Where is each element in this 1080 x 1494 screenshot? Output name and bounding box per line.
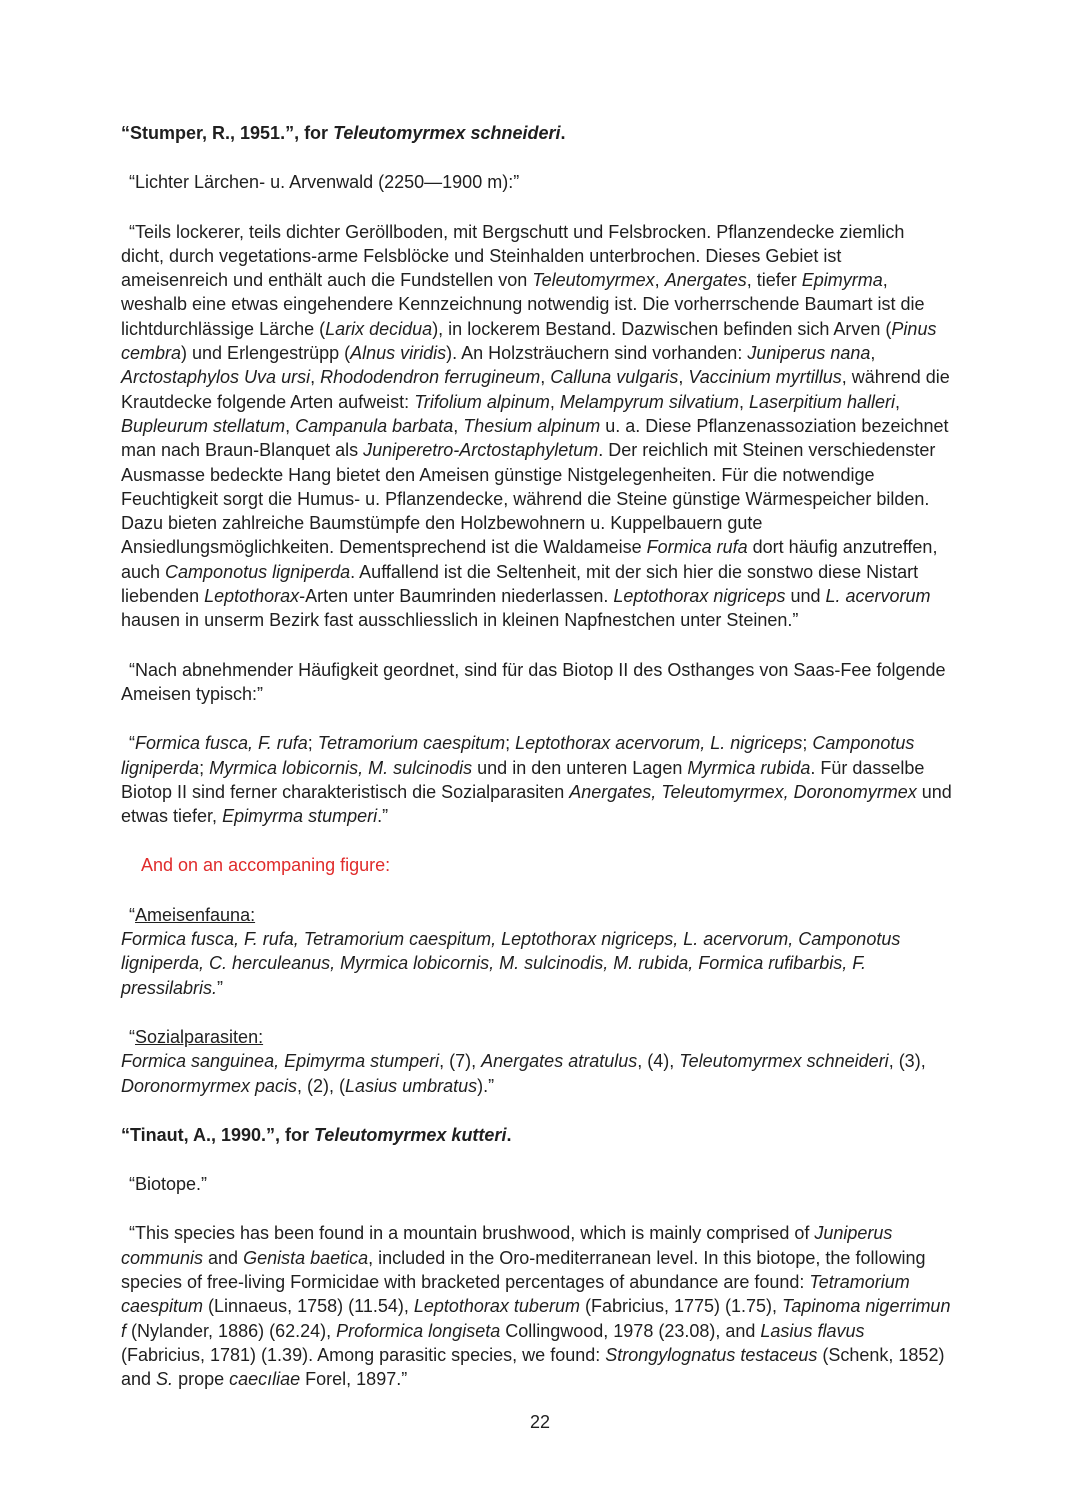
- text-segment: . Der reichlich mit Steinen verschiedenster Ausmasse bedeckte Hang bietet den Ameisen günstige Nistgelegenheiten. Für die notwendige Feuchtigkeit sorgt die Humus- u. Pflanzendecke, während die Steine günstige Wärmespeicher bilden. Dazu bieten zahlreiche Baumstümpfe den Holzbewohnern u. Kuppelbauern gute Ansiedlungsmöglichkeiten. Dementsprechend ist die Waldameise: [121, 440, 936, 558]
- text-segment: Calluna vulgaris: [550, 367, 679, 388]
- heading-stumper-1951: [121, 121, 952, 145]
- text-segment: Formica rufa: [646, 537, 748, 558]
- text-segment: .: [560, 123, 566, 143]
- text-segment: Sozialparasiten:: [135, 1026, 264, 1047]
- text-segment: ,: [285, 415, 296, 436]
- text-segment: Alnus viridis: [350, 343, 447, 364]
- text-segment: ;: [505, 733, 516, 754]
- text-segment: ;: [802, 733, 813, 754]
- text-segment: , weshalb eine etwas eingehendere Kennzeichnung notwendig ist. Die vorherrschende Baumart ist die lichtdurchlässige Lärche (: [121, 270, 925, 339]
- text-segment: “This species has been found in a mountain brushwood, which is mainly comprised of: [129, 1223, 815, 1244]
- text-segment: Pinus cembra: [121, 318, 937, 364]
- text-segment: Melampyrum silvatium: [559, 391, 739, 412]
- text-segment: (Fabricius, 1775) (1.75),: [579, 1296, 783, 1317]
- list-sozialparasiten: [121, 1025, 952, 1098]
- text-segment: Arctostaphylos Uva ursi: [121, 367, 311, 388]
- text-segment: Forel, 1897.”: [300, 1369, 408, 1390]
- paragraph-biotope-label: [121, 1172, 952, 1196]
- text-segment: . Auffallend ist die Seltenheit, mit der sich hier die sonstwo diese Nistart liebenden: [121, 561, 919, 607]
- text-segment: Epimyrma stumperi: [222, 806, 378, 827]
- text-segment: Laserpitium halleri: [748, 391, 896, 412]
- text-segment: Lasius flavus: [760, 1320, 865, 1341]
- text-segment: “Teils lockerer, teils dichter Geröllboden, mit Bergschutt und Felsbrocken. Pflanzendecke ziemlich dicht, durch vegetations-arme Felsblöcke und Steinhalden unterbrochen. Dieses Gebiet ist ameisenreich und enthält auch die Fundstellen von: [121, 221, 905, 291]
- text-segment: Leptothorax nigriceps: [613, 586, 786, 607]
- text-segment: , (3),: [888, 1051, 926, 1072]
- text-segment: Anergates, Teleutomyrmex, Doronomyrmex: [569, 781, 917, 802]
- text-segment: caecıliae: [229, 1369, 301, 1390]
- text-segment: Thesium alpinum: [463, 415, 601, 436]
- text-segment: , (4),: [637, 1051, 680, 1072]
- text-segment: prope: [173, 1369, 230, 1390]
- text-segment: ,: [654, 270, 665, 291]
- page-number: 22: [529, 1412, 551, 1432]
- text-segment: Trifolium alpinum: [414, 391, 550, 412]
- text-segment: .”: [377, 806, 389, 827]
- text-segment: , während die Krautdecke folgende Arten aufweist:: [121, 367, 950, 412]
- text-segment: Myrmica rubida: [687, 757, 811, 778]
- text-segment: Formica sanguinea, Epimyrma stumperi: [121, 1051, 440, 1072]
- text-segment: Juniperus communis: [121, 1223, 893, 1268]
- text-segment: “Stumper, R., 1951.”, for: [121, 123, 334, 143]
- text-segment: -Arten unter Baumrinden niederlassen.: [299, 586, 614, 607]
- text-segment: ,: [738, 391, 749, 412]
- text-segment: Rhododendron ferrugineum: [320, 367, 541, 388]
- paragraph-biotope-description-english: [121, 1221, 952, 1391]
- text-segment: .: [506, 1124, 512, 1145]
- paragraph-biotope-description-german: [121, 220, 952, 633]
- text-segment: ,: [678, 367, 689, 388]
- text-segment: , (2), (: [297, 1075, 346, 1096]
- text-segment: S.: [156, 1369, 174, 1390]
- text-segment: Lasius umbratus: [345, 1075, 478, 1096]
- text-segment: Vaccinium myrtillus: [688, 367, 842, 388]
- heading-tinaut-1990: [121, 1123, 952, 1147]
- text-segment: ,: [310, 367, 321, 388]
- text-segment: Tetramorium caespitum: [317, 733, 506, 754]
- text-segment: Teleutomyrmex kutteri: [314, 1124, 507, 1145]
- text-segment: Leptothorax tuberum: [413, 1296, 580, 1317]
- text-segment: ,: [540, 367, 551, 388]
- text-segment: u. a. Diese Pflanzenassoziation bezeichnet man nach Braun-Blanquet als: [121, 415, 949, 461]
- text-segment: Camponotus ligniperda: [165, 561, 351, 582]
- text-segment: . Für dasselbe Biotop II sind ferner charakteristisch die Sozialparasiten: [121, 757, 925, 802]
- text-segment: Bupleurum stellatum: [121, 415, 286, 436]
- text-segment: (Linnaeus, 1758) (11.54),: [203, 1296, 414, 1317]
- text-segment: (Nylander, 1886) (62.24),: [126, 1320, 337, 1341]
- text-segment: Formica fusca, F. rufa: [135, 733, 308, 754]
- text-segment: Teleutomyrmex: [532, 270, 655, 291]
- text-segment: ;: [199, 757, 210, 778]
- text-segment: “: [129, 733, 135, 754]
- text-segment: Larix decidua: [325, 318, 433, 339]
- text-segment: ).”: [477, 1075, 495, 1096]
- text-segment: ,: [549, 391, 560, 412]
- text-segment: Teleutomyrmex schneideri: [333, 123, 561, 143]
- paragraph-haeufigkeit-note: [121, 658, 952, 707]
- text-segment: (Schenk, 1852) and: [121, 1344, 945, 1390]
- text-segment: Juniperus nana: [747, 343, 871, 364]
- text-segment: “Tinaut, A., 1990.”, for: [121, 1124, 315, 1145]
- text-segment: Tetramorium caespitum: [121, 1271, 910, 1317]
- text-segment: Myrmica lobicornis, M. sulcinodis: [209, 757, 473, 778]
- text-segment: dort häufig anzutreffen, auch: [121, 537, 938, 582]
- text-segment: (Fabricius, 1781) (1.39). Among parasitic species, we found:: [121, 1344, 606, 1365]
- text-segment: Teleutomyrmex schneideri: [679, 1051, 889, 1072]
- text-segment: Proformica longiseta: [336, 1320, 501, 1341]
- text-segment: und in den unteren Lagen: [472, 757, 688, 778]
- text-segment: Leptothorax: [204, 586, 300, 607]
- text-segment: “Lichter Lärchen- u. Arvenwald (2250—1900 m):”: [129, 172, 520, 193]
- text-segment: Anergates: [664, 270, 747, 291]
- text-segment: And on an accompaning figure:: [141, 855, 391, 876]
- text-segment: und: [785, 586, 826, 607]
- text-segment: Collingwood, 1978 (23.08), and: [500, 1320, 761, 1341]
- paragraph-species-by-frequency: [121, 731, 952, 828]
- text-segment: and: [203, 1247, 244, 1268]
- text-segment: Strongylognatus testaceus: [605, 1344, 818, 1365]
- text-segment: “: [129, 904, 135, 925]
- list-ameisenfauna: [121, 903, 952, 1000]
- text-segment: ;: [307, 733, 318, 754]
- text-segment: Ameisenfauna:: [135, 904, 256, 925]
- text-segment: ) und Erlengestrüpp (: [181, 343, 351, 364]
- text-segment: ,: [870, 343, 876, 364]
- text-segment: ), in lockerem Bestand. Dazwischen befinden sich Arven (: [432, 318, 892, 339]
- text-segment: Genista baetica: [243, 1247, 369, 1268]
- text-segment: , tiefer: [746, 270, 802, 291]
- text-segment: “Nach abnehmender Häufigkeit geordnet, sind für das Biotop II des Osthanges von Saas-Fee folgende Ameisen typisch:”: [121, 659, 946, 704]
- text-segment: Anergates atratulus: [481, 1051, 638, 1072]
- text-segment: Doronormyrmex pacis: [121, 1075, 298, 1096]
- text-segment: L. acervorum: [825, 586, 931, 607]
- text-segment: “Biotope.”: [129, 1174, 208, 1195]
- text-segment: ”: [217, 977, 224, 998]
- text-segment: Formica fusca, F. rufa, Tetramorium caespitum, Leptothorax nigriceps, L. acervorum, Camponotus ligniperda, C. herculeanus, Myrmica lobicornis, M. sulcinodis, M. rubida, Formica rufibarbis, F. pressilabris.: [121, 929, 901, 998]
- text-segment: Campanula barbata: [295, 415, 454, 436]
- text-segment: hausen in unserm Bezirk fast ausschliesslich in kleinen Napfnestchen unter Steinen.”: [121, 610, 799, 631]
- text-segment: Camponotus ligniperda: [121, 733, 915, 778]
- text-segment: , (7),: [439, 1051, 482, 1072]
- paragraph-lichter-laerchen: [121, 170, 952, 194]
- note-accompanying-figure: [121, 853, 952, 877]
- text-segment: ,: [895, 391, 901, 412]
- text-segment: Tapinoma nigerrimun f: [121, 1296, 951, 1341]
- text-segment: Leptothorax acervorum, L. nigriceps: [515, 733, 803, 754]
- text-segment: ). An Holzsträuchern sind vorhanden:: [446, 343, 748, 364]
- text-segment: Epimyrma: [801, 270, 883, 291]
- text-segment: und etwas tiefer,: [121, 781, 952, 827]
- text-segment: Juniperetro-Arctostaphyletum: [363, 440, 599, 461]
- text-segment: , included in the Oro-mediterranean level. In this biotope, the following species of free-living Formicidae with bracketed percentages of abundance are found:: [121, 1247, 926, 1292]
- text-segment: ,: [453, 415, 464, 436]
- text-segment: “: [129, 1026, 135, 1047]
